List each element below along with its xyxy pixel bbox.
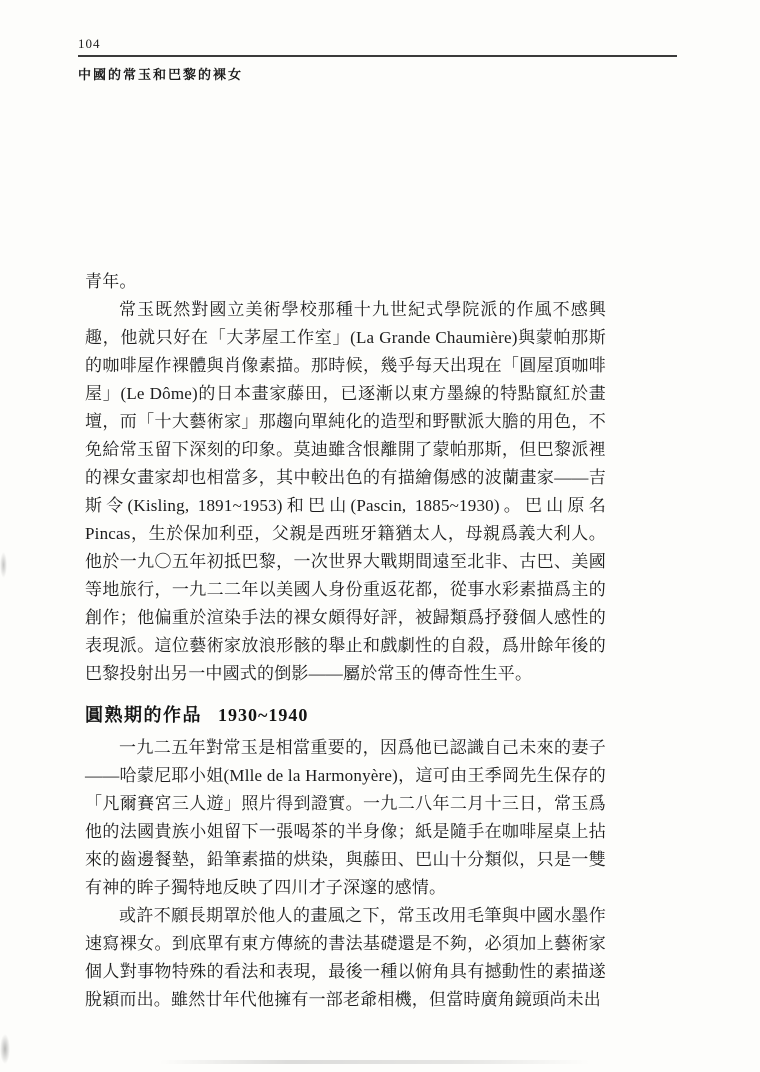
page-number: 104 <box>78 36 101 51</box>
scan-smudge-left-edge <box>0 552 7 578</box>
page-header <box>78 36 677 83</box>
paragraph-1: 常玉既然對國立美術學校那種十九世紀式學院派的作風不感興趣，他就只好在「大茅屋工作室」(La Grande Chaumière)與蒙帕那斯的咖啡屋作裸體與肖像素描。那時候，幾乎每天出現在「圓屋頂咖啡屋」(Le Dôme)的日本畫家藤田，已逐漸以東方墨線的特點竄紅於畫壇，而「十大藝術家」那趨向單純化的造型和野獸派大膽的用色，不免給常玉留下深刻的印象。莫迪雖含恨離開了蒙帕那斯，但巴黎派裡的裸女畫家却也相當多，其中較出色的有描繪傷感的波蘭畫家——吉斯令(Kisling, 1891~1953)和巴山(Pascin, 1885~1930)。巴山原名 Pincas，生於保加利亞，父親是西班牙籍猶太人，母親爲義大利人。他於一九〇五年初抵巴黎，一次世界大戰期間遠至北非、古巴、美國等地旅行，一九二二年以美國人身份重返花都，從事水彩素描爲主的創作；他偏重於渲染手法的裸女頗得好評，被歸類爲抒發個人感性的表現派。這位藝術家放浪形骸的舉止和戲劇性的自殺，爲卅餘年後的巴黎投射出另一中國式的倒影——屬於常玉的傳奇性生平。 <box>85 300 606 683</box>
section-heading-title: 圓熟期的作品 <box>85 705 202 725</box>
section-heading <box>85 701 606 727</box>
scan-smudge-bottom-edge <box>160 1060 590 1064</box>
page-body <box>85 268 606 1014</box>
header-rule <box>78 55 677 57</box>
paragraph-3: 或許不願長期罩於他人的畫風之下，常玉改用毛筆與中國水墨作速寫裸女。到底單有東方傳統的書法基礎還是不夠，必須加上藝術家個人對事物特殊的看法和表現，最後一種以俯角具有撼動性的素描遂脫穎而出。雖然廿年代他擁有一部老爺相機，但當時廣角鏡頭尚未出 <box>85 906 606 1009</box>
scan-smudge-bottom-left <box>0 1034 10 1064</box>
running-title: 中國的常玉和巴黎的裸女 <box>78 67 244 82</box>
paragraph-2: 一九二五年對常玉是相當重要的，因爲他已認識自己未來的妻子——哈蒙尼耶小姐(Mlle de la Harmonyère)，這可由王季岡先生保存的「凡爾賽宮三人遊」照片得到證實。一九二八年二月十三日，常玉爲他的法國貴族小姐留下一張喝茶的半身像；紙是隨手在咖啡屋桌上拈來的齒邊餐墊，鉛筆素描的烘染，與藤田、巴山十分類似，只是一雙有神的眸子獨特地反映了四川才子深邃的感情。 <box>85 738 606 897</box>
section-heading-period: 1930~1940 <box>218 705 309 725</box>
paragraph-continuation: 青年。 <box>85 272 137 291</box>
